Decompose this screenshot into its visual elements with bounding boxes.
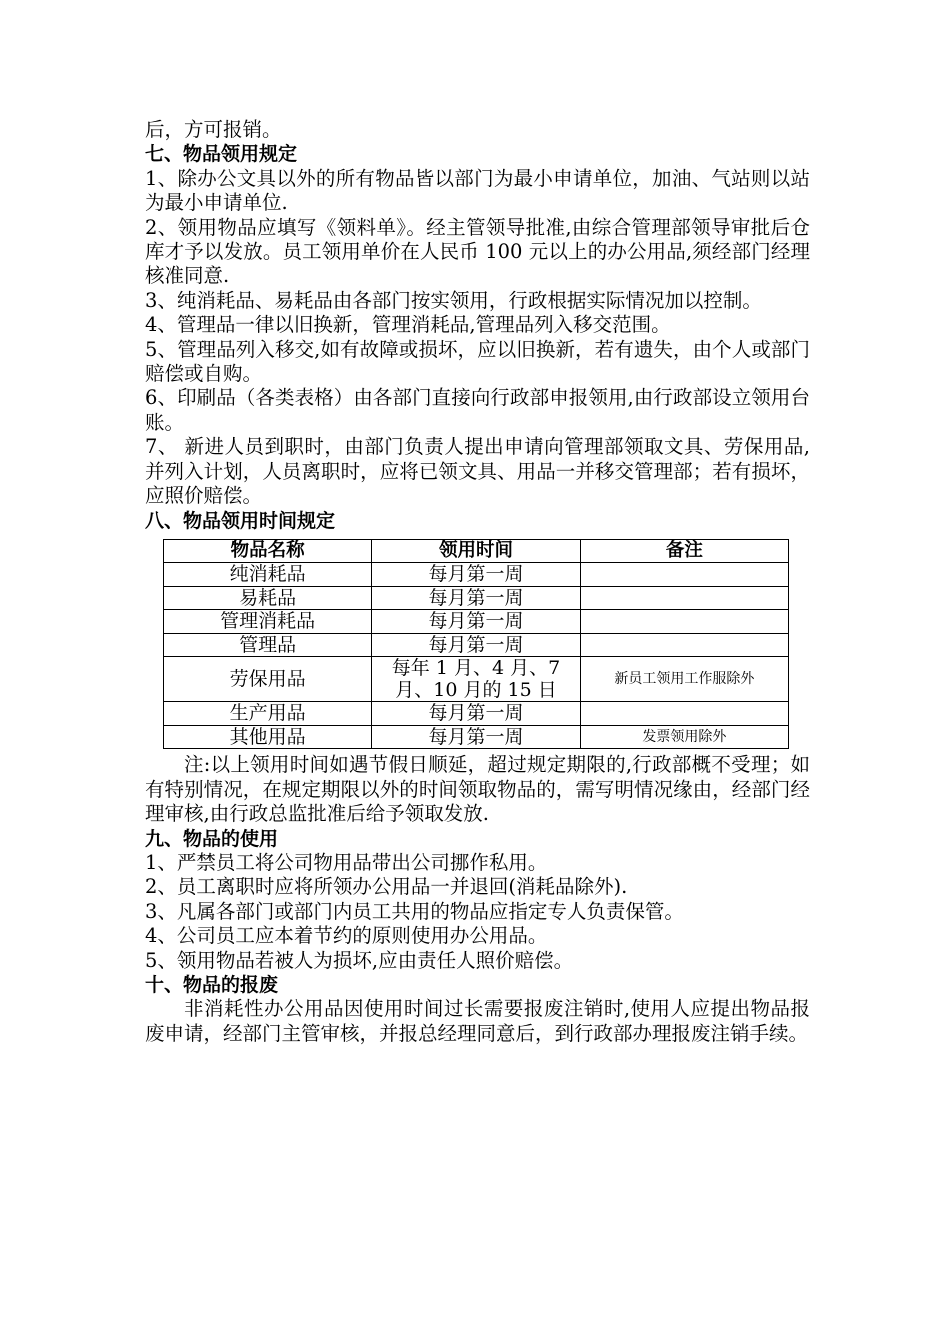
table-header-row <box>164 539 789 563</box>
cell-item-name: 劳保用品 <box>164 657 372 702</box>
paragraph: 5、管理品列入移交,如有故障或损坏，应以旧换新，若有遗失，由个人或部门赔偿或自购。 <box>145 337 810 386</box>
cell-note <box>580 702 788 726</box>
header-note: 备注 <box>580 539 788 563</box>
paragraph: 1、严禁员工将公司物用品带出公司挪作私用。 <box>145 851 548 875</box>
cell-time: 每月第一周 <box>372 725 580 749</box>
cell-note <box>580 633 788 657</box>
cell-item-name: 管理品 <box>164 633 372 657</box>
paragraph: 6、印刷品（各类表格）由各部门直接向行政部申报领用,由行政部设立领用台账。 <box>145 386 810 434</box>
cell-item-name: 其他用品 <box>164 725 372 749</box>
paragraph: 4、公司员工应本着节约的原则使用办公用品。 <box>145 924 548 948</box>
table-row <box>164 563 789 587</box>
cell-time: 每月第一周 <box>372 633 580 657</box>
cell-time: 每月第一周 <box>372 563 580 587</box>
document-body-bottom <box>145 753 810 1046</box>
requisition-time-table <box>163 539 789 750</box>
paragraph: 2、领用物品应填写《领料单》。经主管领导批准,由综合管理部领导审批后仓库才予以发放。员工领用单价在人民币 100 元以上的办公用品,须经部门经理核准同意. <box>145 215 810 288</box>
cell-time: 每月第一周 <box>372 610 580 634</box>
section-heading: 九、物品的使用 <box>145 827 279 850</box>
paragraph: 2、员工离职时应将所领办公用品一并退回(消耗品除外). <box>145 875 628 899</box>
section-heading: 八、物品领用时间规定 <box>145 509 336 532</box>
table-row <box>164 725 789 749</box>
cell-note: 发票领用除外 <box>580 725 788 749</box>
table-row <box>164 657 789 702</box>
header-item-name: 物品名称 <box>164 539 372 563</box>
cell-note <box>580 586 788 610</box>
paragraph: 注:以上领用时间如遇节假日顺延，超过规定期限的,行政部概不受理；如有特别情况，在规定期限以外的时间领取物品的，需写明情况缘由，经部门经理审核,由行政总监批准后给予领取发放. <box>145 753 810 826</box>
table-row <box>164 702 789 726</box>
cell-item-name: 纯消耗品 <box>164 563 372 587</box>
header-time: 领用时间 <box>372 539 580 563</box>
paragraph: 3、凡属各部门或部门内员工共用的物品应指定专人负责保管。 <box>145 899 684 923</box>
cell-note <box>580 610 788 634</box>
cell-time: 每年 1 月、4 月、7 月、10 月的 15 日 <box>372 657 580 702</box>
cell-item-name: 管理消耗品 <box>164 610 372 634</box>
cell-note <box>580 563 788 587</box>
section-heading: 十、物品的报废 <box>145 974 279 997</box>
table-row <box>164 633 789 657</box>
paragraph: 5、领用物品若被人为损坏,应由责任人照价赔偿。 <box>145 948 574 972</box>
paragraph: 3、纯消耗品、易耗品由各部门按实领用，行政根据实际情况加以控制。 <box>145 288 762 312</box>
cell-time: 每月第一周 <box>372 702 580 726</box>
table-row <box>164 586 789 610</box>
paragraph: 4、管理品一律以旧换新，管理消耗品,管理品列入移交范围。 <box>145 313 671 337</box>
cell-time: 每月第一周 <box>372 586 580 610</box>
paragraph: 后，方可报销。 <box>145 118 282 141</box>
document-body-top <box>145 118 810 533</box>
paragraph: 1、除办公文具以外的所有物品皆以部门为最小申请单位，加油、气站则以站为最小申请单位. <box>145 166 810 215</box>
table-row <box>164 610 789 634</box>
cell-item-name: 生产用品 <box>164 702 372 726</box>
cell-item-name: 易耗品 <box>164 586 372 610</box>
paragraph: 7、 新进人员到职时，由部门负责人提出申请向管理部领取文具、劳保用品,并列入计划，人员离职时，应将已领文具、用品一并移交管理部；若有损坏，应照价赔偿。 <box>145 435 810 508</box>
paragraph: 非消耗性办公用品因使用时间过长需要报废注销时,使用人应提出物品报废申请，经部门主管审核，并报总经理同意后，到行政部办理报废注销手续。 <box>145 997 810 1045</box>
document-page <box>145 118 810 1046</box>
section-heading: 七、物品领用规定 <box>145 143 298 166</box>
cell-note: 新员工领用工作服除外 <box>580 657 788 702</box>
